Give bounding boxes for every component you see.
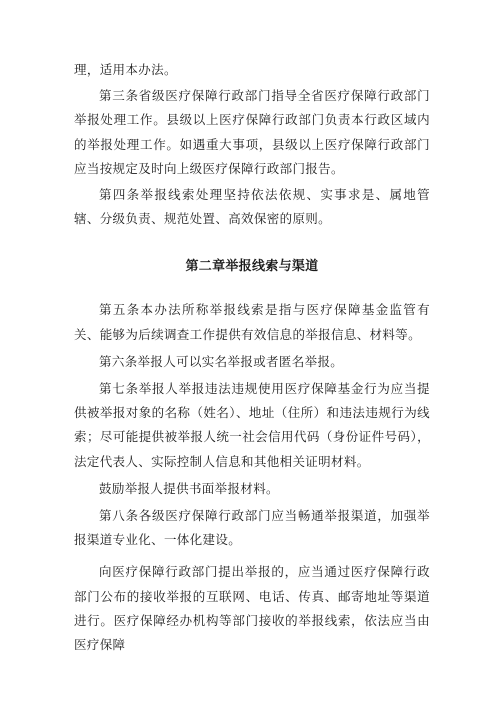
article-7-paragraph: 第七条举报人举报违法违规使用医疗保障基金行为应当提供被举报对象的名称（姓名）、地址（住所）和违法违规行为线索；尽可能提供被举报人统一社会信用代码（身份证件号码），法定代表人、实际控制人信息和其他相关证明材料。: [74, 381, 430, 469]
article-8-paragraph: 第八条各级医疗保障行政部门应当畅通举报渠道，加强举报渠道专业化、一体化建设。: [74, 508, 430, 548]
chapter-heading: 第二章举报线索与渠道: [185, 259, 319, 275]
article-4-paragraph: 第四条举报线索处理坚持依法依规、实事求是、属地管辖、分级负责、规范处置、高效保密的原则。: [74, 187, 430, 227]
article-3-paragraph: 第三条省级医疗保障行政部门指导全省医疗保障行政部门举报处理工作。县级以上医疗保障行政部门负责本行政区域内的举报处理工作。如遇重大事项，县级以上医疗保障行政部门应当按规定及时向上级医疗保障行政部门报告。: [74, 88, 430, 176]
article-6-paragraph: 第六条举报人可以实名举报或者匿名举报。: [99, 353, 344, 369]
paragraph-continued: 理，适用本办法。: [74, 62, 177, 77]
document-page: [74, 58, 430, 657]
channel-paragraph: 向医疗保障行政部门提出举报的，应当通过医疗保障行政部门公布的接收举报的互联网、电话、传真、邮寄地址等渠道进行。医疗保障经办机构等部门接收的举报线索，依法应当由医疗保障: [74, 564, 430, 653]
encourage-paragraph: 鼓励举报人提供书面举报材料。: [99, 480, 279, 496]
article-5-paragraph: 第五条本办法所称举报线索是指与医疗保障基金监管有关、能够为后续调查工作提供有效信息的举报信息、材料等。: [74, 302, 430, 342]
